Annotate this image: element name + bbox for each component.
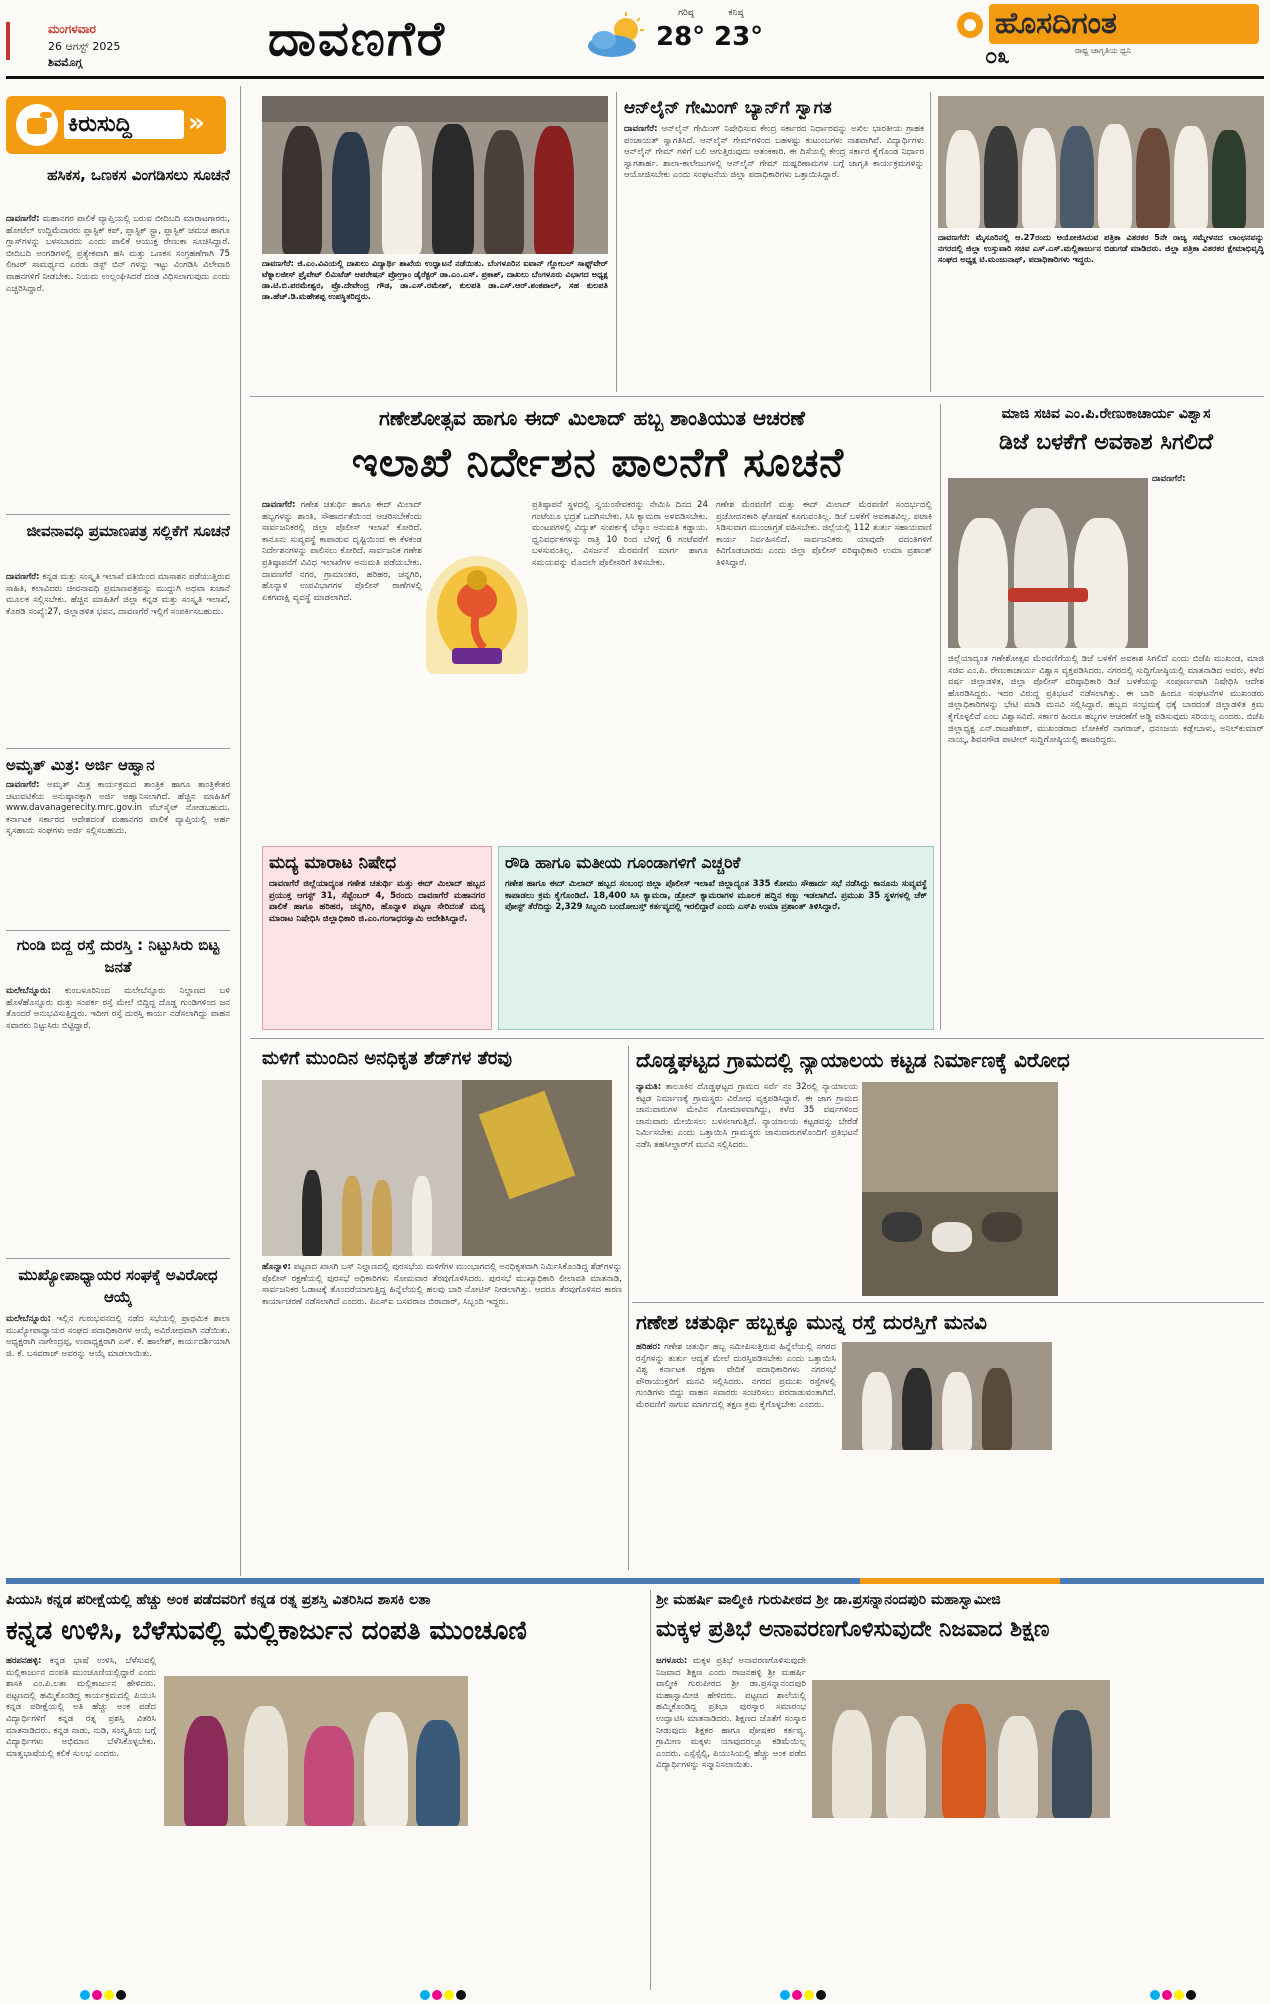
registration-marks-mid	[420, 1990, 466, 2000]
shed-headline: ಮಳಿಗೆ ಮುಂದಿನ ಅನಧಿಕೃತ ಶೆಡ್‌ಗಳ ತೆರವು	[262, 1048, 512, 1069]
photo-education-event	[812, 1680, 1110, 1818]
brief-body	[6, 572, 230, 732]
dj-headline: ಡಿಜೆ ಬಳಕೆಗೆ ಅವಕಾಶ ಸಿಗಲಿದೆ	[999, 430, 1213, 455]
registration-marks-right	[780, 1990, 826, 2000]
masthead-date: 26 ಆಗಸ್ಟ್ 2025	[48, 40, 121, 53]
photo-road-memorandum	[842, 1342, 1052, 1450]
gaming-body	[624, 124, 924, 394]
brief-headline: ಜೀವನಾವಧಿ ಪ್ರಮಾಣಪತ್ರ ಸಲ್ಲಿಕೆಗೆ ಸೂಚನೆ	[26, 522, 230, 540]
road-headline: ಗಣೇಶ ಚತುರ್ಥಿ ಹಬ್ಬಕ್ಕೂ ಮುನ್ನ ರಸ್ತೆ ದುರಸ್ತಿಗೆ ಮನವಿ	[636, 1310, 987, 1334]
rowdy-warning-box	[498, 846, 934, 1030]
dj-body	[948, 654, 1264, 1028]
weather-min-label: ಕನಿಷ್ಠ	[728, 8, 744, 18]
brief-headline: ಹಸಿಕಸ, ಒಣಕಸ ವಿಂಗಡಿಸಲು ಸೂಚನೆ	[47, 166, 230, 184]
court-headline: ದೊಡ್ಡಘಟ್ಟದ ಗ್ರಾಮದಲ್ಲಿ ನ್ಯಾಯಾಲಯ ಕಟ್ಟಡ ನಿರ್ಮಾಣಕ್ಕೆ ವಿರೋಧ	[636, 1048, 1070, 1072]
photo-university-event	[262, 96, 608, 254]
kiru-logo	[6, 96, 226, 154]
masthead-day: ಮಂಗಳವಾರ	[48, 22, 97, 36]
page-number: ೦೩	[985, 44, 1010, 69]
shed-text: ಪಟ್ಟಣದ ಖಾಸಗಿ ಬಸ್ ನಿಲ್ದಾಣದಲ್ಲಿ ಪುರಸಭೆಯ ಮಳಿಗೆಗಳ ಮುಂಭಾಗದಲ್ಲಿ ಅನಧಿಕೃತವಾಗಿ ನಿರ್ಮಿಸಿಕೊಂಡಿದ್ದ ಶೆಡ್‌ಗಳನ್ನು ಪೊಲೀಸ್ ರಕ್ಷಣೆಯಲ್ಲಿ ಪುರಸಭೆ ಅಧಿಕಾರಿಗಳು ಸೋಮವಾರ ತೆರವುಗೊಳಿಸಿದರು. ಪುರಸಭೆ ಮುಖ್ಯಾಧಿಕಾರಿ ಲೀಲಾವತಿ ಮಾತನಾಡಿ, ಸಾರ್ವಜನಿಕರ ಓಡಾಟಕ್ಕೆ ತೊಂದರೆಯಾಗುತ್ತಿದ್ದ ಹಿನ್ನೆಲೆಯಲ್ಲಿ ಹಲವು ಬಾರಿ ನೋಟಿಸ್ ನೀಡಲಾಗಿತ್ತು. ಆದರೂ ತೆರವುಗೊಳಿಸದ ಕಾರಣ ಕಾರ್ಯಾಚರಣೆ ನಡೆಸಲಾಗಿದೆ ಎಂದರು. ಪಿಎಸ್‌ಐ ಬಸವರಾಜ ಬಿರಾದಾರ್, ಸಿಬ್ಬಂದಿ ಇದ್ದರು.	[262, 1262, 622, 1307]
divider	[6, 514, 230, 515]
brief-loc: ದಾವಣಗೆರೆ:	[6, 214, 40, 224]
brief-text: ಮಹಾನಗರ ಪಾಲಿಕೆ ವ್ಯಾಪ್ತಿಯಲ್ಲಿ ಬರುವ ಬೀದಿಬದಿ ಮಾರಾಟಗಾರರು, ಹೋಟೆಲ್ ಉದ್ದಿಮೆದಾರರು ಪ್ಲಾಸ್ಟಿಕ್ ಕಪ್, ಪ್ಲಾಸ್ಟಿಕ್ ಸ್ಟ್ರಾ, ಪ್ಲಾಸ್ಟಿಕ್ ಚಮಚ ಹಾಗೂ ಗ್ಲಾಸ್‌ಗಳನ್ನು ಬಳಸಬಾರದು ಎಂದು ಪಾಲಿಕೆ ಆಯುಕ್ತ ರೇಣುಕಾ ಸೂಚಿಸಿದ್ದಾರೆ. ಬೀದಿಬದಿ ಅಂಗಡಿಗಳಲ್ಲಿ ಪ್ರತ್ಯೇಕವಾಗಿ ಹಸಿ ಮತ್ತು ಒಣಕಸ ಸಂಗ್ರಹಣೆಗಾಗಿ 75 ಲೀಟರ್ ಸಾಮರ್ಥ್ಯದ ಎರಡು ಡಸ್ಟ್ ಬಿನ್ ಗಳನ್ನು ಇಟ್ಟು ವಿಂಗಡಿಸಿ ವಿಲೇವಾರಿ ವಾಹನಗಳಿಗೆ ನೀಡಬೇಕು. ನಿಯಮ ಉಲ್ಲಂಘಿಸಿದರೆ ದಂಡ ವಿಧಿಸಲಾಗುವುದು ಎಂದು ಎಚ್ಚರಿಸಿದ್ದಾರೆ.	[6, 214, 230, 294]
brief-body	[6, 214, 230, 514]
weather-min: 23°	[714, 22, 764, 52]
section-divider	[250, 1038, 1264, 1039]
rowdy-title: ರೌಡಿ ಹಾಗೂ ಮತೀಯ ಗೂಂಡಾಗಳಿಗೆ ಎಚ್ಚರಿಕೆ	[505, 853, 741, 872]
liquor-ban-title: ಮದ್ಯ ಮಾರಾಟ ನಿಷೇಧ	[269, 853, 397, 873]
gaming-text: ಆನ್‌ಲೈನ್ ಗೇಮಿಂಗ್ ನಿಷೇಧಿಸುವ ಕೇಂದ್ರ ಸರ್ಕಾರದ ನಿರ್ಧಾರವನ್ನು ಅಖಿಲ ಭಾರತೀಯ ಗ್ರಾಹಕ ಪಂಚಾಯತ್ ಸ್ವಾಗತಿಸಿದೆ. ಆನ್‌ಲೈನ್ ಗೇಮ್‌ಗಳಿಂದ ಬಹಳಷ್ಟು ಕುಟುಂಬಗಳು ನಾಶವಾಗಿವೆ. ವಿದ್ಯಾರ್ಥಿಗಳು ಆನ್‌ಲೈನ್ ಗೇಮ್ ಗಳಿಗೆ ಬಲಿ ಆಗುತ್ತಿರುವುದು ಆತಂಕಕಾರಿ. ಈ ದಿಸೆಯಲ್ಲಿ ಕೇಂದ್ರ ಸರ್ಕಾರ ಕೈಗೊಂಡ ನಿರ್ಧಾರ ಸ್ವಾಗತಾರ್ಹ. ಶಾಲಾ-ಕಾಲೇಜುಗಳಲ್ಲಿ ಆನ್‌ಲೈನ್ ಗೇಮ್ ದುಷ್ಪರಿಣಾಮಗಳ ಬಗ್ಗೆ ಜಾಗೃತಿ ಕಾರ್ಯಕ್ರಮಗಳನ್ನು ಆಯೋಜಿಸಬೇಕು ಎಂದು ಸಂಘಟನೆಯ ಜಿಲ್ಲಾ ಪದಾಧಿಕಾರಿಗಳು ಒತ್ತಾಯಿಸಿದ್ದಾರೆ.	[624, 124, 924, 181]
column-divider	[940, 404, 941, 1030]
road-body	[636, 1342, 836, 1570]
photo-caption: ದಾವಣಗೆರೆ: ಮೈಸೂರಿನಲ್ಲಿ ಆ.27ರಂದು ಆಯೋಜಿಸಿರುವ ಪತ್ರಿಕಾ ವಿತರಕರ 5ನೇ ರಾಜ್ಯ ಸಮ್ಮೇಳನದ ಲಾಂಛನವನ್ನು ನಗರದಲ್ಲಿ ಜಿಲ್ಲಾ ಉಸ್ತುವಾರಿ ಸಚಿವ ಎಸ್.ಎಸ್.ಮಲ್ಲಿಕಾರ್ಜುನ ಬಿಡುಗಡೆ ಮಾಡಿದರು. ಜಿಲ್ಲಾ ಪತ್ರಿಕಾ ವಿತರಕರ ಕ್ಷೇಮಾಭಿವೃದ್ಧಿ ಸಂಘದ ಅಧ್ಯಕ್ಷ ಟಿ.ಮಂಜುನಾಥ್, ಪದಾಧಿಕಾರಿಗಳು ಇದ್ದರು.	[938, 232, 1264, 264]
photo-caption: ದಾವಣಗೆರೆ: ಜಿ.ಎಂ.ವಿವಿಯಲ್ಲಿ ದಾಖಲು ವಿದ್ಯಾರ್ಥಿ ಶಾಖೆಯ ಉದ್ಘಾಟನೆ ನಡೆಯಿತು. ಬೆಂಗಳೂರಿನ ಐವಾನ್ ಗ್ಲೋಬಲ್ ಸಾಫ್ಟ್‌ವೇರ್ ಟೆಕ್ನಾಲಜೀಸ್ ಪ್ರೈವೇಟ್ ಲಿಮಿಟೆಡ್ ಆಪರೇಷನ್ ಪ್ರೋಗ್ರಾಂ ಡೈರೆಕ್ಟರ್ ಡಾ.ಎಂ.ಎಸ್. ಪ್ರಕಾಶ್, ದಾಖಲು ಬೆಂಗಳೂರು ವಿಭಾಗದ ಅಧ್ಯಕ್ಷ ಡಾ.ಟಿ.ಬಿ.ಪರಮೇಶ್ವರ, ಪ್ರೊ.ದೇವೇಂದ್ರ ಗೌಡ, ಡಾ.ಎಸ್.ರಮೇಶ್, ಕುಲಪತಿ ಡಾ.ಎಸ್.ಆರ್.ಶಂಕಪಾಲ್, ಸಹ ಕುಲಪತಿ ಡಾ.ಹೆಚ್.ಡಿ.ಮಹೇಶಪ್ಪ ಉಪಸ್ಥಿತರಿದ್ದರು.	[262, 258, 608, 301]
court-loc: ನ್ಯಾಮತಿ:	[636, 1082, 662, 1092]
column-divider	[616, 92, 617, 392]
divider	[6, 748, 230, 749]
brief-headline: ಅಮೃತ್ ಮಿತ್ರ: ಅರ್ಜಿ ಆಹ್ವಾನ	[6, 756, 155, 774]
dj-kicker: ಮಾಜಿ ಸಚಿವ ಎಂ.ಪಿ.ರೇಣುಕಾಚಾರ್ಯ ವಿಶ್ವಾಸ	[1001, 406, 1211, 422]
divider	[6, 1258, 230, 1259]
weather-max: 28°	[656, 22, 706, 52]
ganesha-idol-icon	[426, 556, 528, 674]
brand-block	[955, 4, 1261, 70]
weather-max-label: ಗರಿಷ್ಠ	[678, 8, 694, 18]
ganesha-headline: ಇಲಾಖೆ ನಿರ್ದೇಶನ ಪಾಲನೆಗೆ ಸೂಚನೆ	[351, 440, 845, 486]
education-text: ಮಕ್ಕಳ ಪ್ರತಿಭೆ ಅನಾವರಣಗೊಳಿಸುವುದೇ ನಿಜವಾದ ಶಿಕ್ಷಣ ಎಂದು ರಾಜನಹಳ್ಳಿ ಶ್ರೀ ಮಹರ್ಷಿ ವಾಲ್ಮೀಕಿ ಗುರುಪೀಠದ ಶ್ರೀ ಡಾ.ಪ್ರಸನ್ನಾನಂದಪುರಿ ಮಹಾಸ್ವಾಮೀಜಿ ಹೇಳಿದರು. ಪಟ್ಟಣದ ಶಾಲೆಯಲ್ಲಿ ಹಮ್ಮಿಕೊಂಡಿದ್ದ ಪ್ರತಿಭಾ ಪುರಸ್ಕಾರ ಸಮಾರಂಭ ಉದ್ಘಾಟಿಸಿ ಮಾತನಾಡಿದರು. ಶಿಕ್ಷಣದ ಜೊತೆಗೆ ಸಂಸ್ಕಾರ ನೀಡುವುದು ಶಿಕ್ಷಕರ ಹಾಗೂ ಪೋಷಕರ ಕರ್ತವ್ಯ. ಗ್ರಾಮೀಣ ಮಕ್ಕಳು ಯಾವುದರಲ್ಲೂ ಕಡಿಮೆಯಿಲ್ಲ ಎಂದರು. ಎಸ್ಸೆಸ್ಸೆಲ್ಸಿ, ಪಿಯುಸಿಯಲ್ಲಿ ಹೆಚ್ಚು ಅಂಕ ಪಡೆದ ವಿದ್ಯಾರ್ಥಿಗಳನ್ನು ಸನ್ಮಾನಿಸಲಾಯಿತು.	[656, 1656, 806, 1771]
dj-loc: ದಾವಣಗೆರೆ:	[1152, 474, 1186, 484]
brief-text: ಕುಂಬಳೂರಿನಿಂದ ಮಲೇಬೆನ್ನೂರು ನಿಲ್ದಾಣದ ಬಳಿ ಹೊಳೆಹೊನ್ನೂರು ಮತ್ತು ಸಂಪರ್ಕ ರಸ್ತೆ ಮೇಲೆ ಬಿದ್ದಿದ್ದ ದೊಡ್ಡ ಗುಂಡಿಗಳಿಂದ ಜನ ತೊಂದರೆ ಅನುಭವಿಸುತ್ತಿದ್ದರು. ಇದೀಗ ರಸ್ತೆ ದುರಸ್ತಿ ಕಾರ್ಯ ನಡೆಸಲಾಗಿದ್ದು ವಾಹನ ಸವಾರರು ನಿಟ್ಟುಸಿರು ಬಿಟ್ಟಿದ್ದಾರೆ.	[6, 986, 230, 1031]
column-divider	[650, 1590, 651, 1990]
bottom-band-accent	[860, 1578, 1060, 1584]
ganesha-col3	[716, 500, 932, 840]
masthead	[0, 0, 1270, 76]
brand-sun-icon	[955, 10, 985, 40]
brief-body	[6, 986, 230, 1176]
brief-loc: ಮಲೇಬೆನ್ನೂರು:	[6, 986, 51, 996]
education-kicker: ಶ್ರೀ ಮಹರ್ಷಿ ವಾಲ್ಮೀಕಿ ಗುರುಪೀಠದ ಶ್ರೀ ಡಾ.ಪ್ರಸನ್ನಾನಂದಪುರಿ ಮಹಾಸ್ವಾಮೀಜಿ	[656, 1592, 1001, 1608]
kiru-column	[6, 164, 230, 1564]
photo-kannada-award	[164, 1676, 468, 1826]
dj-text: ಜಿಲ್ಲೆಯಾದ್ಯಂತ ಗಣೇಶೋತ್ಸವ ಮೆರವಣಿಗೆಯಲ್ಲಿ ಡಿಜೆ ಬಳಕೆಗೆ ಅವಕಾಶ ಸಿಗಲಿದೆ ಎಂದು ಬಿಜೆಪಿ ಮುಖಂಡ, ಮಾಜಿ ಸಚಿವ ಎಂ.ಪಿ. ರೇಣುಕಾಚಾರ್ಯ ವಿಶ್ವಾಸ ವ್ಯಕ್ತಪಡಿಸಿದರು. ನಗರದಲ್ಲಿ ಸುದ್ದಿಗೋಷ್ಠಿಯಲ್ಲಿ ಮಾತನಾಡಿದ ಅವರು, ಕಳೆದ ವರ್ಷ ಜಿಲ್ಲಾಡಳಿತ, ಜಿಲ್ಲಾ ಪೊಲೀಸ್ ವರಿಷ್ಠಾಧಿಕಾರಿ ಡಿಜೆ ಬಳಕೆಯನ್ನು ಸಂಪೂರ್ಣವಾಗಿ ನಿಷೇಧಿಸಿ ಆದೇಶ ಹೊರಡಿಸಿದ್ದರು. ಇದರ ವಿರುದ್ಧ ಪ್ರತಿಭಟನೆ ನಡೆಸಲಾಗಿತ್ತು. ಈ ಬಾರಿ ಹಿಂದೂ ಸಂಘಟನೆಗಳ ಮುಖಂಡರು ಜಿಲ್ಲಾಧಿಕಾರಿಗಳನ್ನು ಭೇಟಿ ಮಾಡಿ ಮನವಿ ಸಲ್ಲಿಸಿದ್ದಾರೆ. ಹಬ್ಬದ ಸಂಭ್ರಮಕ್ಕೆ ಧಕ್ಕೆ ಬಾರದಂತೆ ಜಿಲ್ಲಾಡಳಿತ ಕ್ರಮ ಕೈಗೊಳ್ಳಲಿದೆ ಎಂಬ ವಿಶ್ವಾಸವಿದೆ. ಸರ್ಕಾರ ಹಿಂದೂ ಹಬ್ಬಗಳ ಆಚರಣೆಗೆ ಅಡ್ಡಿ ಪಡಿಸುವುದು ಸರಿಯಲ್ಲ ಎಂದರು. ಬಿಜೆಪಿ ಜಿಲ್ಲಾಧ್ಯಕ್ಷ ಎನ್.ರಾಜಶೇಖರ್, ಮುಖಂಡರಾದ ಲೋಕಿಕೆರೆ ನಾಗರಾಜ್, ಧನಂಜಯ ಕಡ್ಲೇಬಾಳು, ಅನಿಲ್‌ಕುಮಾರ್ ನಾಯ್ಕ, ಶಿವನಗೌಡ ಪಾಟೀಲ್ ಸುದ್ದಿಗೋಷ್ಠಿಯಲ್ಲಿ ಹಾಜರಿದ್ದರು.	[948, 654, 1264, 746]
photo-logo-release	[938, 96, 1264, 228]
court-body-left	[636, 1082, 858, 1300]
paper-tagline: ರಾಷ್ಟ್ರ ಜಾಗೃತಿಯ ಧ್ವನಿ	[1075, 46, 1132, 55]
gaming-loc: ದಾವಣಗೆರೆ:	[624, 124, 658, 134]
divider	[6, 930, 230, 931]
education-headline: ಮಕ್ಕಳ ಪ್ರತಿಭೆ ಅನಾವರಣಗೊಳಿಸುವುದೇ ನಿಜವಾದ ಶಿಕ್ಷಣ	[656, 1617, 1050, 1642]
ganesha-col2-text: ಪ್ರತಿಷ್ಠಾಪನೆ ಸ್ಥಳದಲ್ಲಿ ಸ್ವಯಂಸೇವಕರನ್ನು ನೇಮಿಸಿ ದಿನದ 24 ಗಂಟೆಯೂ ಭದ್ರತೆ ಒದಗಿಸಬೇಕು. ಸಿಸಿ ಕ್ಯಾಮರಾ ಅಳವಡಿಸಬೇಕು. ಮಂಟಪಗಳಲ್ಲಿ ವಿದ್ಯುತ್ ಸಂಪರ್ಕಕ್ಕೆ ಬೆಸ್ಕಾಂ ಅನುಮತಿ ಕಡ್ಡಾಯ. ಧ್ವನಿವರ್ಧಕಗಳನ್ನು ರಾತ್ರಿ 10 ರಿಂದ ಬೆಳಿಗ್ಗೆ 6 ಗಂಟೆವರೆಗೆ ಬಳಸುವಂತಿಲ್ಲ. ವಿಸರ್ಜನೆ ಮೆರವಣಿಗೆ ಮಾರ್ಗ ಹಾಗೂ ಸಮಯವನ್ನು ಮೊದಲೇ ಪೊಲೀಸರಿಗೆ ತಿಳಿಸಬೇಕು.	[532, 500, 708, 568]
ganesha-col1-text: ಗಣೇಶ ಚತುರ್ಥಿ ಹಾಗೂ ಈದ್ ಮಿಲಾದ್ ಹಬ್ಬಗಳನ್ನು ಶಾಂತಿ, ಸೌಹಾರ್ದತೆಯಿಂದ ಆಚರಿಸಬೇಕೆಂದು ಸಾರ್ವಜನಿಕರಲ್ಲಿ ಜಿಲ್ಲಾ ಪೊಲೀಸ್ ಇಲಾಖೆ ಕೋರಿದೆ. ಕಾನೂನು ಸುವ್ಯವಸ್ಥೆ ಕಾಪಾಡುವ ದೃಷ್ಟಿಯಿಂದ ಈ ಕೆಳಕಂಡ ನಿರ್ದೇಶನಗಳನ್ನು ಪಾಲಿಸಲು ಕೋರಿದೆ. ಸಾರ್ವಜನಿಕ ಗಣೇಶ ಪ್ರತಿಷ್ಠಾಪನೆಗೆ ವಿವಿಧ ಇಲಾಖೆಗಳ ಅನುಮತಿ ಪಡೆಯಬೇಕು. ದಾವಣಗೆರೆ ನಗರ, ಗ್ರಾಮಾಂತರ, ಹರಿಹರ, ಚನ್ನಗಿರಿ, ಹೊನ್ನಾಳಿ ಉಪವಿಭಾಗಗಳ ಪೊಲೀಸ್ ಠಾಣೆಗಳಲ್ಲಿ ಏಕಗವಾಕ್ಷಿ ವ್ಯವಸ್ಥೆ ಮಾಡಲಾಗಿದೆ.	[262, 500, 422, 603]
education-body-right	[1118, 1656, 1264, 1986]
road-text: ಗಣೇಶ ಚತುರ್ಥಿ ಹಬ್ಬ ಸಮೀಪಿಸುತ್ತಿರುವ ಹಿನ್ನೆಲೆಯಲ್ಲಿ ನಗರದ ರಸ್ತೆಗಳನ್ನು ತುರ್ತು ಆದ್ಯತೆ ಮೇಲೆ ದುರಸ್ತಿಪಡಿಸಬೇಕು ಎಂದು ಒತ್ತಾಯಿಸಿ ವಿಶ್ವ ಕರ್ನಾಟಕ ರಕ್ಷಣಾ ವೇದಿಕೆ ಪದಾಧಿಕಾರಿಗಳು ನಗರಸಭೆ ಪೌರಾಯುಕ್ತರಿಗೆ ಮನವಿ ಸಲ್ಲಿಸಿದರು. ನಗರದ ಪ್ರಮುಖ ರಸ್ತೆಗಳಲ್ಲಿ ಗುಂಡಿಗಳು ಬಿದ್ದು ವಾಹನ ಸವಾರರು ಸಂಚರಿಸಲು ಪರದಾಡುವಂತಾಗಿದೆ. ಮೆರವಣಿಗೆ ಸಾಗುವ ಮಾರ್ಗದಲ್ಲಿ ತಕ್ಷಣ ಕ್ರಮ ಕೈಗೊಳ್ಳಬೇಕು ಎಂದರು.	[636, 1342, 836, 1410]
kannada-headline: ಕನ್ನಡ ಉಳಿಸಿ, ಬೆಳೆಸುವಲ್ಲಿ ಮಲ್ಲಿಕಾರ್ಜುನ ದಂಪತಿ ಮುಂಚೂಣಿ	[6, 1616, 527, 1646]
paper-name: ಹೊಸದಿಗಂತ	[989, 4, 1259, 44]
photo-cattle-protest	[862, 1082, 1058, 1296]
brief-loc: ಮಲೇಬೆನ್ನೂರು:	[6, 1314, 51, 1324]
column-divider	[628, 1046, 629, 1570]
brief-text: ಇಲ್ಲಿನ ಗುರುಭವನದಲ್ಲಿ ನಡೆದ ಸಭೆಯಲ್ಲಿ ಪ್ರಾಥಮಿಕ ಶಾಲಾ ಮುಖ್ಯೋಪಾಧ್ಯಾಯರ ಸಂಘದ ಪದಾಧಿಕಾರಿಗಳ ಆಯ್ಕೆ ಅವಿರೋಧವಾಗಿ ನಡೆಯಿತು. ಅಧ್ಯಕ್ಷರಾಗಿ ನಾಗೇಂದ್ರಪ್ಪ, ಉಪಾಧ್ಯಕ್ಷರಾಗಿ ಎಸ್. ಕೆ. ಹಾಲೇಶ್, ಕಾರ್ಯದರ್ಶಿಯಾಗಿ ಜಿ. ಕೆ. ಬಸವರಾಜ್ ಅವರನ್ನು ಆಯ್ಕೆ ಮಾಡಲಾಯಿತು.	[6, 1314, 230, 1359]
education-loc: ಜಗಳೂರು:	[656, 1656, 688, 1666]
kannada-body	[6, 1656, 156, 1986]
ganesha-kicker: ಗಣೇಶೋತ್ಸವ ಹಾಗೂ ಈದ್ ಮಿಲಾದ್ ಹಬ್ಬ ಶಾಂತಿಯುತ ಆಚರಣೆ	[379, 406, 805, 430]
court-body-right	[1062, 1082, 1264, 1300]
registration-marks-left	[80, 1990, 126, 2000]
column-divider	[240, 86, 241, 1576]
road-body-right	[1060, 1342, 1264, 1570]
kannada-loc: ಹರಪನಹಳ್ಳಿ:	[6, 1656, 42, 1666]
gaming-headline: ಆನ್‌ಲೈನ್ ಗೇಮಿಂಗ್ ಬ್ಯಾನ್‌ಗೆ ಸ್ವಾಗತ	[624, 98, 832, 118]
weather-icon	[582, 12, 652, 62]
photo-shed-demolition	[262, 1080, 612, 1256]
section-divider	[250, 396, 1264, 397]
ganesha-col3-text: ಗಣೇಶ ಮೆರವಣಿಗೆ ಮತ್ತು ಈದ್ ಮಿಲಾದ್ ಮೆರವಣಿಗೆ ಸಂದರ್ಭದಲ್ಲಿ ಪ್ರಚೋದನಕಾರಿ ಘೋಷಣೆ ಕೂಗುವಂತಿಲ್ಲ. ಡಿಜೆ ಬಳಕೆಗೆ ಅವಕಾಶವಿಲ್ಲ. ಪಟಾಕಿ ಸಿಡಿಸುವಾಗ ಮುಂಜಾಗ್ರತೆ ವಹಿಸಬೇಕು. ಜಿಲ್ಲೆಯಲ್ಲಿ 112 ತುರ್ತು ಸಹಾಯವಾಣಿ ಕಾರ್ಯ ನಿರ್ವಹಿಸಲಿದೆ. ಸಾರ್ವಜನಿಕರು ಯಾವುದೇ ವದಂತಿಗಳಿಗೆ ಕಿವಿಗೊಡಬಾರದು ಎಂದು ಜಿಲ್ಲಾ ಪೊಲೀಸ್ ವರಿಷ್ಠಾಧಿಕಾರಿ ಉಮಾ ಪ್ರಶಾಂತ್ ತಿಳಿಸಿದ್ದಾರೆ.	[716, 500, 932, 568]
brief-loc: ದಾವಣಗೆರೆ:	[6, 780, 40, 790]
kannada-body-right	[476, 1656, 646, 1986]
court-text: ತಾಲೂಕಿನ ದೊಡ್ಡಘಟ್ಟದ ಗ್ರಾಮದ ಸರ್ವೆ ನಂ 32ರಲ್ಲಿ ನ್ಯಾಯಾಲಯ ಕಟ್ಟಡ ನಿರ್ಮಾಣಕ್ಕೆ ಗ್ರಾಮಸ್ಥರು ವಿರೋಧ ವ್ಯಕ್ತಪಡಿಸಿದ್ದಾರೆ. ಈ ಜಾಗ ಗ್ರಾಮದ ಜಾನುವಾರುಗಳ ಮೇವಿನ ಗೋಮಾಳವಾಗಿದ್ದು, ಕಳೆದ 35 ವರ್ಷಗಳಿಂದ ಜಾನುವಾರು ಮೇಯಿಸಲು ಬಳಸಲಾಗುತ್ತಿದೆ. ನ್ಯಾಯಾಲಯ ಕಟ್ಟಡವನ್ನು ಬೇರೆಡೆ ನಿರ್ಮಿಸಬೇಕು ಎಂದು ಒತ್ತಾಯಿಸಿ ಗ್ರಾಮಸ್ಥರು ಜಾನುವಾರುಗಳೊಂದಿಗೆ ಪ್ರತಿಭಟನೆ ನಡೆಸಿ ತಹಸೀಲ್ದಾರ್‌ಗೆ ಮನವಿ ಸಲ್ಲಿಸಿದರು.	[636, 1082, 858, 1150]
brief-text: ಅಮೃತ್ ಮಿತ್ರ ಕಾರ್ಯಕ್ರಮದ ತಾಂತ್ರಿಕ ಹಾಗೂ ತಾಂತ್ರಿಕೇತರ ಚಟುವಟಿಕೆಯ ಅನುಷ್ಠಾನಕ್ಕಾಗಿ ಅರ್ಜಿ ಆಹ್ವಾನಿಸಲಾಗಿದೆ. ಹೆಚ್ಚಿನ ಮಾಹಿತಿಗೆ www.davanagerecity.mrc.gov.in ವೆಬ್‌ಸೈಟ್ ನೋಡಬಹುದು. ಕರ್ನಾಟಕ ಸರ್ಕಾರದ ಆದೇಶದಂತೆ ಮಹಾನಗರ ಪಾಲಿಕೆ ವ್ಯಾಪ್ತಿಯಲ್ಲಿ ಅರ್ಹ ಸ್ವಸಹಾಯ ಸಂಘಗಳು ಅರ್ಜಿ ಸಲ್ಲಿಸಬಹುದು.	[6, 780, 230, 837]
brief-text: ಕನ್ನಡ ಮತ್ತು ಸಂಸ್ಕೃತಿ ಇಲಾಖೆ ವತಿಯಿಂದ ಮಾಸಾಶನ ಪಡೆಯುತ್ತಿರುವ ಸಾಹಿತಿ, ಕಲಾವಿದರು ಜೀವನಾವಧಿ ಪ್ರಮಾಣಪತ್ರವನ್ನು ಮುದ್ದುಗಿ ಅಥವಾ ಖಜಾನೆ ಮೂಲಕ ಸಲ್ಲಿಸಬೇಕು. ಹೆಚ್ಚಿನ ಮಾಹಿತಿಗೆ ಜಿಲ್ಲಾ ಕನ್ನಡ ಮತ್ತು ಸಂಸ್ಕೃತಿ ಇಲಾಖೆ, ಕೊಠಡಿ ಸಂಖ್ಯೆ:27, ಜಿಲ್ಲಾಡಳಿತ ಭವನ, ದಾವಣಗೆರೆ ಇಲ್ಲಿಗೆ ಸಂಪರ್ಕಿಸಬಹುದು.	[6, 572, 230, 617]
column-divider	[930, 92, 931, 392]
liquor-ban-box	[262, 846, 492, 1030]
ganesha-col2	[532, 500, 708, 840]
kiru-chevrons: »	[188, 108, 205, 138]
kiru-logo-text: ಕಿರುಸುದ್ದಿ	[64, 110, 184, 139]
shed-body	[262, 1262, 622, 1570]
masthead-place: ಶಿವಮೊಗ್ಗ	[48, 56, 83, 69]
brief-body	[6, 780, 230, 928]
shed-loc: ಹೊನ್ನಾಳಿ:	[262, 1262, 291, 1272]
bottom-band-bar	[6, 1578, 1264, 1584]
hand-pointer-icon	[14, 102, 60, 148]
education-body	[656, 1656, 806, 1986]
ganesha-loc: ದಾವಣಗೆರೆ:	[262, 500, 296, 510]
brief-headline: ಮುಖ್ಯೋಪಾಧ್ಯಾಯರ ಸಂಘಕ್ಕೆ ಅವಿರೋಧ ಆಯ್ಕೆ	[18, 1266, 218, 1306]
masthead-left-bar	[6, 22, 10, 60]
liquor-ban-text: ದಾವಣಗೆರೆ ಜಿಲ್ಲೆಯಾದ್ಯಂತ ಗಣೇಶ ಚತುರ್ಥಿ ಮತ್ತು ಈದ್ ಮಿಲಾದ್ ಹಬ್ಬದ ಪ್ರಯುಕ್ತ ಆಗಸ್ಟ್ 31, ಸೆಪ್ಟೆಂಬರ್ 4, 5ರಂದು ದಾವಣಗೆರೆ ಮಹಾನಗರ ಪಾಲಿಕೆ ಹಾಗೂ ಹರಿಹರ, ಚನ್ನಗಿರಿ, ಹೊನ್ನಾಳಿ ಪಟ್ಟಣ ಸೇರಿದಂತೆ ಮದ್ಯ ಮಾರಾಟ ನಿಷೇಧಿಸಿ ಜಿಲ್ಲಾಧಿಕಾರಿ ಜಿ.ಎಂ.ಗಂಗಾಧರಸ್ವಾಮಿ ಆದೇಶಿಸಿದ್ದಾರೆ.	[269, 879, 485, 924]
photo-press-meet	[948, 478, 1148, 648]
brief-headline: ಗುಂಡಿ ಬಿದ್ದ ರಸ್ತೆ ದುರಸ್ತಿ : ನಿಟ್ಟುಸಿರು ಬಿಟ್ಟ ಜನತೆ	[16, 936, 220, 976]
brief-loc: ದಾವಣಗೆರೆ:	[6, 572, 40, 582]
road-loc: ಹರಿಹರ:	[636, 1342, 661, 1352]
rowdy-text: ಗಣೇಶ ಹಾಗೂ ಈದ್ ಮಿಲಾದ್ ಹಬ್ಬದ ಸಂಬಂಧ ಜಿಲ್ಲಾ ಪೊಲೀಸ್ ಇಲಾಖೆ ಜಿಲ್ಲಾದ್ಯಂತ 335 ಕೋಮು ಸೌಹಾರ್ದ ಸಭೆ ನಡೆಸಿದ್ದು ಕಾನೂನು ಸುವ್ಯವಸ್ಥೆ ಕಾಪಾಡಲು ಕ್ರಮ ಕೈಗೊಂಡಿದೆ. 18,400 ಸಿಸಿ ಕ್ಯಾಮರಾ, ಡ್ರೋನ್ ಕ್ಯಾಮರಾಗಳ ಮೂಲಕ ಹದ್ದಿನ ಕಣ್ಣು ಇಡಲಾಗಿದೆ. ಪ್ರಮುಖ 35 ಸ್ಥಳಗಳಲ್ಲಿ ಚೆಕ್ ಪೋಸ್ಟ್ ತೆರೆದಿದ್ದು 2,329 ಸಿಬ್ಬಂದಿ ಬಂದೋಬಸ್ತ್ ಕರ್ತವ್ಯದಲ್ಲಿ ಇರಲಿದ್ದಾರೆ ಎಂದು ಎಸ್‌ಪಿ ಉಮಾ ಪ್ರಶಾಂತ್ ತಿಳಿಸಿದ್ದಾರೆ.	[505, 879, 927, 913]
ganesha-col1	[262, 500, 422, 840]
masthead-rule	[6, 76, 1264, 79]
edition-title: ದಾವಣಗೆರೆ	[268, 11, 447, 67]
ganesha-idol-image	[426, 556, 528, 674]
kannada-kicker: ಪಿಯುಸಿ ಕನ್ನಡ ಪರೀಕ್ಷೆಯಲ್ಲಿ ಹೆಚ್ಚು ಅಂಕ ಪಡೆದವರಿಗೆ ಕನ್ನಡ ರತ್ನ ಪ್ರಶಸ್ತಿ ವಿತರಿಸಿದ ಶಾಸಕಿ ಲತಾ	[6, 1592, 431, 1608]
dj-body-side	[1152, 474, 1264, 652]
registration-marks-far-right	[1150, 1990, 1196, 2000]
kannada-text: ಕನ್ನಡ ಭಾಷೆ ಉಳಿಸಿ, ಬೆಳೆಸುವಲ್ಲಿ ಮಲ್ಲಿಕಾರ್ಜುನ ದಂಪತಿ ಮುಂಚೂಣಿಯಲ್ಲಿದ್ದಾರೆ ಎಂದು ಶಾಸಕಿ ಎಂ.ಪಿ.ಲತಾ ಮಲ್ಲಿಕಾರ್ಜುನ ಹೇಳಿದರು. ಪಟ್ಟಣದಲ್ಲಿ ಹಮ್ಮಿಕೊಂಡಿದ್ದ ಕಾರ್ಯಕ್ರಮದಲ್ಲಿ ಪಿಯುಸಿ ಕನ್ನಡ ಪರೀಕ್ಷೆಯಲ್ಲಿ ಅತಿ ಹೆಚ್ಚು ಅಂಕ ಪಡೆದ ವಿದ್ಯಾರ್ಥಿಗಳಿಗೆ ಕನ್ನಡ ರತ್ನ ಪ್ರಶಸ್ತಿ ವಿತರಿಸಿ ಮಾತನಾಡಿದರು. ಕನ್ನಡ ನಾಡು, ನುಡಿ, ಸಂಸ್ಕೃತಿಯ ಬಗ್ಗೆ ವಿದ್ಯಾರ್ಥಿಗಳು ಅಭಿಮಾನ ಬೆಳೆಸಿಕೊಳ್ಳಬೇಕು. ಮಾತೃಭಾಷೆಯಲ್ಲಿ ಕಲಿಕೆ ಸುಲಭ ಎಂದರು.	[6, 1656, 156, 1759]
section-divider	[632, 1302, 1264, 1303]
brief-body	[6, 1314, 230, 1544]
